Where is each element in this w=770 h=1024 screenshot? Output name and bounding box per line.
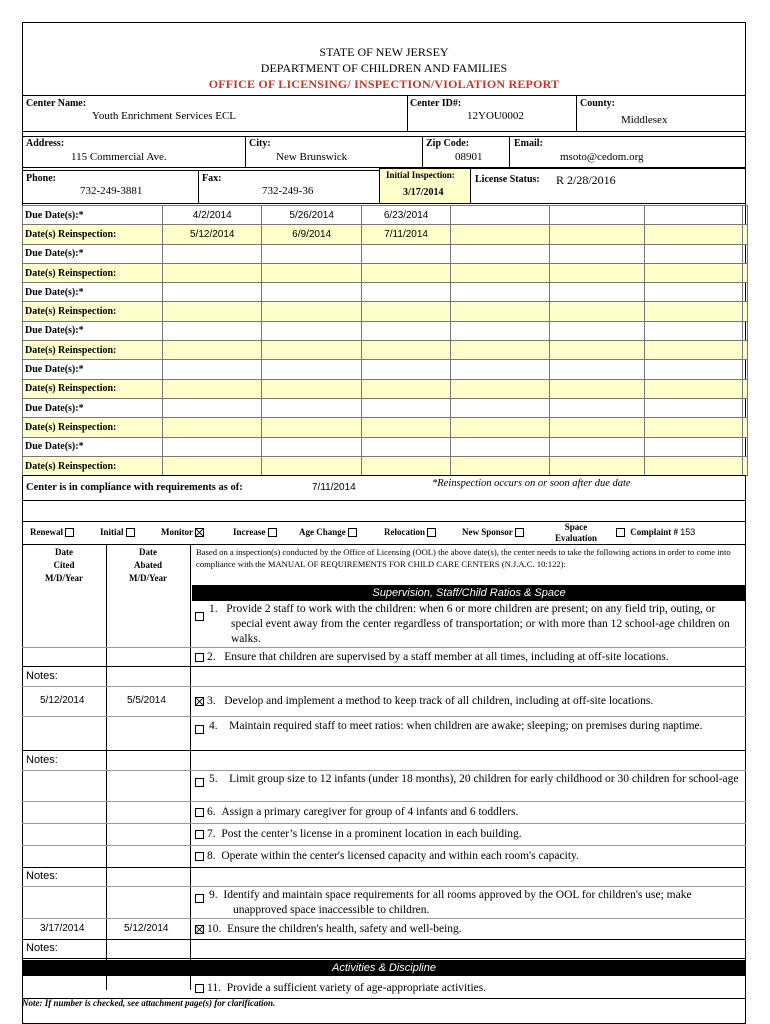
date-cell[interactable] (163, 283, 262, 302)
header-department: DEPARTMENT OF CHILDREN AND FAMILIES (260, 61, 508, 75)
phone-value: 732-249-3881 (80, 185, 143, 197)
reinspection-row (23, 263, 748, 282)
req-10-date-abated: 5/12/2014 (124, 923, 169, 934)
renewal-label: Renewal (30, 527, 63, 537)
row-label: Date(s) Reinspection: (23, 379, 163, 398)
date-cell[interactable] (550, 418, 645, 437)
inspection-type-row (30, 524, 745, 544)
date-cell[interactable] (550, 263, 645, 282)
date-abated-header: Date Abated M/D/Year (129, 547, 167, 583)
date-cell[interactable]: 5/26/2014 (262, 206, 361, 225)
divider (190, 544, 191, 990)
email-label: Email: (514, 138, 543, 149)
date-cell[interactable] (361, 244, 451, 263)
date-cell[interactable] (451, 263, 550, 282)
date-cell[interactable] (550, 283, 645, 302)
age-change-checkbox[interactable] (348, 528, 357, 537)
row-label: Date(s) Reinspection: (23, 225, 163, 244)
license-status-value: R 2/28/2016 (556, 173, 616, 187)
date-cell[interactable] (361, 418, 451, 437)
date-cell[interactable] (163, 341, 262, 360)
date-cell[interactable] (451, 398, 550, 417)
date-cell[interactable] (645, 263, 743, 282)
header-state: STATE OF NEW JERSEY (319, 45, 449, 59)
license-status-label: License Status: (475, 174, 540, 185)
divider (22, 544, 746, 545)
date-cell[interactable] (550, 398, 645, 417)
divider (22, 666, 746, 667)
date-cell[interactable] (743, 302, 748, 321)
divider (22, 801, 746, 802)
relocation-label: Relocation (384, 527, 425, 537)
date-cell[interactable] (645, 418, 743, 437)
date-cell[interactable] (451, 360, 550, 379)
notes-label: Notes: (26, 754, 58, 766)
renewal-checkbox[interactable] (65, 528, 74, 537)
requirement-9: 9. Identify and maintain space requirements for all rooms approved by the OOL for children's use; make unapproved space inaccessible to children. (195, 888, 745, 918)
date-cell[interactable] (743, 244, 748, 263)
requirement-8-checkbox[interactable] (195, 852, 204, 861)
date-cell[interactable] (743, 437, 748, 456)
address-value: 115 Commercial Ave. (71, 151, 167, 163)
date-cell[interactable] (550, 437, 645, 456)
date-cell[interactable] (451, 225, 550, 244)
due-date-row (23, 398, 748, 417)
date-cell[interactable] (451, 283, 550, 302)
reinspection-row (23, 302, 748, 321)
date-cell[interactable] (743, 321, 748, 340)
req-10-date-cited: 3/17/2014 (40, 923, 85, 934)
date-cell[interactable] (550, 341, 645, 360)
increase-checkbox[interactable] (268, 528, 277, 537)
fax-label: Fax: (202, 173, 222, 184)
initial-inspection-label: Initial Inspection: (386, 170, 455, 180)
date-cell[interactable] (645, 456, 743, 475)
initial-inspection-date: 3/17/2014 (403, 187, 444, 198)
date-cell[interactable] (645, 302, 743, 321)
reinspection-row (23, 341, 748, 360)
date-cell[interactable]: 5/12/2014 (163, 225, 262, 244)
date-cell[interactable]: 6/23/2014 (361, 206, 451, 225)
requirement-11: 11. Provide a sufficient variety of age-appropriate activities. (195, 981, 745, 996)
county-value: Middlesex (621, 114, 668, 126)
divider (22, 886, 746, 887)
date-cell[interactable] (361, 437, 451, 456)
initial-checkbox[interactable] (126, 528, 135, 537)
monitor-checkbox[interactable] (195, 528, 204, 537)
date-cell[interactable] (550, 321, 645, 340)
due-dates-table (22, 205, 748, 476)
complaint-checkbox[interactable] (616, 528, 625, 537)
row-label: Due Date(s):* (23, 206, 163, 225)
date-cell[interactable] (451, 379, 550, 398)
new-sponsor-option[interactable] (462, 527, 527, 537)
initial-option[interactable] (100, 527, 138, 537)
due-date-row (23, 437, 748, 456)
section-activities: Activities & Discipline (22, 960, 746, 976)
date-cell[interactable] (262, 341, 361, 360)
divider (22, 958, 746, 959)
date-cell[interactable] (262, 244, 361, 263)
divider (22, 686, 746, 687)
notes-label: Notes: (26, 942, 58, 954)
divider (22, 716, 746, 717)
increase-option[interactable] (233, 527, 280, 537)
due-date-row (23, 321, 748, 340)
renewal-option[interactable] (30, 527, 77, 537)
center-name-label: Center Name: (26, 98, 87, 109)
date-cell[interactable] (743, 225, 748, 244)
age-change-option[interactable] (299, 527, 360, 537)
row-label: Due Date(s):* (23, 244, 163, 263)
date-cell[interactable] (451, 341, 550, 360)
relocation-option[interactable] (384, 527, 439, 537)
date-cell[interactable] (645, 244, 743, 263)
date-cell[interactable] (262, 302, 361, 321)
date-cell[interactable] (361, 341, 451, 360)
reinspection-row (23, 225, 748, 244)
complaint-number: 153 (680, 527, 696, 537)
requirement-7: 7. Post the center’s license in a prominent location in each building. (195, 827, 745, 842)
age-change-label: Age Change (299, 527, 346, 537)
relocation-checkbox[interactable] (427, 528, 436, 537)
reinspection-row (23, 456, 748, 475)
requirement-3-checkbox[interactable] (195, 697, 204, 706)
divider (22, 750, 746, 751)
requirement-9-checkbox[interactable] (195, 894, 204, 903)
date-cell[interactable] (361, 456, 451, 475)
date-cell[interactable] (451, 437, 550, 456)
date-cell[interactable]: 7/11/2014 (361, 225, 451, 244)
row-label: Due Date(s):* (23, 360, 163, 379)
date-cell[interactable] (743, 263, 748, 282)
date-cell[interactable] (645, 360, 743, 379)
reinspection-row (23, 379, 748, 398)
due-date-row (23, 360, 748, 379)
email-value: msoto@cedom.org (560, 151, 644, 163)
due-date-row (23, 244, 748, 263)
divider (106, 544, 107, 990)
row-label: Due Date(s):* (23, 437, 163, 456)
date-cell[interactable] (550, 302, 645, 321)
date-cell[interactable] (550, 244, 645, 263)
date-cell[interactable] (163, 379, 262, 398)
date-cell[interactable] (262, 263, 361, 282)
date-cell[interactable] (451, 321, 550, 340)
fax-value: 732-249-36 (262, 185, 314, 197)
divider (22, 521, 746, 522)
date-cell[interactable] (361, 321, 451, 340)
date-cell[interactable] (262, 283, 361, 302)
date-cell[interactable] (163, 456, 262, 475)
complaint-label: Complaint # (630, 527, 679, 537)
date-cell[interactable] (163, 244, 262, 263)
date-cell[interactable] (645, 206, 743, 225)
requirement-4: 4. Maintain required staff to meet ratios: when children are awake; sleeping; on premises during naptime. (195, 719, 745, 734)
date-cell[interactable] (743, 418, 748, 437)
requirement-2: 2. Ensure that children are supervised by a staff member at all times, including at off-site locations. (195, 650, 745, 665)
divider (22, 647, 746, 648)
date-cell[interactable] (645, 437, 743, 456)
center-name-value: Youth Enrichment Services ECL (92, 110, 237, 122)
address-label: Address: (26, 138, 65, 149)
monitor-label: Monitor (161, 527, 193, 537)
compliance-date: 7/11/2014 (312, 482, 356, 493)
new-sponsor-label: New Sponsor (462, 527, 513, 537)
complaint-option[interactable] (616, 527, 695, 537)
date-cell[interactable] (262, 437, 361, 456)
section-supervision: Supervision, Staff/Child Ratios & Space (192, 585, 746, 601)
date-cell[interactable] (361, 398, 451, 417)
date-cell[interactable] (645, 379, 743, 398)
requirement-1: 1. Provide 2 staff to work with the children: when 6 or more children are present; on any field trip, outing, or special event away from the center regardless of transportation; or with more than 12 school-age children on walks. (195, 602, 745, 647)
requirement-2-checkbox[interactable] (195, 653, 204, 662)
requirement-4-checkbox[interactable] (195, 725, 204, 734)
row-label: Due Date(s):* (23, 283, 163, 302)
date-cell[interactable] (361, 379, 451, 398)
date-cell[interactable] (163, 437, 262, 456)
compliance-label: Center is in compliance with requirements as of: (26, 482, 243, 493)
date-cell[interactable] (451, 206, 550, 225)
date-cell[interactable] (645, 283, 743, 302)
date-cell[interactable] (361, 263, 451, 282)
phone-label: Phone: (26, 173, 56, 184)
date-cell[interactable] (645, 398, 743, 417)
requirement-6-checkbox[interactable] (195, 808, 204, 817)
compliance-intro: Based on a inspection(s) conducted by the Office of Licensing (OOL) the above date(s), the center needs to take the following actions in order to come into compliance with the MANUAL OF REQUIREMENTS FOR CHILD CARE CENTERS (N.J.A.C. 10:122): (196, 547, 731, 569)
increase-label: Increase (233, 527, 266, 537)
date-cell[interactable] (361, 302, 451, 321)
reinspection-row (23, 418, 748, 437)
header-title: OFFICE OF LICENSING/ INSPECTION/VIOLATION REPORT (208, 77, 560, 91)
date-cell[interactable] (163, 321, 262, 340)
center-id-label: Center ID#: (410, 98, 462, 109)
divider (22, 867, 746, 868)
city-value: New Brunswick (276, 151, 348, 163)
date-cell[interactable] (262, 398, 361, 417)
requirement-5-checkbox[interactable] (195, 778, 204, 787)
divider (22, 770, 746, 771)
req-3-date-abated: 5/5/2014 (127, 695, 166, 706)
zip-value: 08901 (455, 151, 483, 163)
date-cell[interactable]: 4/2/2014 (163, 206, 262, 225)
divider (22, 845, 746, 846)
zip-label: Zip Code: (426, 138, 470, 149)
date-cell[interactable] (163, 360, 262, 379)
date-cell[interactable] (163, 302, 262, 321)
requirement-6: 6. Assign a primary caregiver for group of 4 infants and 6 toddlers. (195, 805, 745, 820)
date-cell[interactable] (451, 302, 550, 321)
due-date-row (23, 206, 748, 225)
date-cell[interactable] (262, 418, 361, 437)
date-cell[interactable] (262, 321, 361, 340)
date-cell[interactable] (550, 456, 645, 475)
row-label: Date(s) Reinspection: (23, 263, 163, 282)
monitor-option[interactable] (161, 527, 207, 537)
center-id-value: 12YOU0002 (467, 110, 524, 122)
date-cell[interactable] (451, 456, 550, 475)
date-cell[interactable] (743, 206, 748, 225)
date-cell[interactable] (361, 283, 451, 302)
date-cell[interactable] (262, 379, 361, 398)
date-cell[interactable] (743, 379, 748, 398)
date-cell[interactable]: 6/9/2014 (262, 225, 361, 244)
req-3-date-cited: 5/12/2014 (40, 695, 85, 706)
requirement-11-checkbox[interactable] (195, 984, 204, 993)
city-label: City: (249, 138, 271, 149)
row-label: Due Date(s):* (23, 398, 163, 417)
row-label: Date(s) Reinspection: (23, 341, 163, 360)
space-evaluation-label: Space Evaluation (555, 522, 598, 543)
date-cell[interactable] (743, 341, 748, 360)
date-cell[interactable] (645, 321, 743, 340)
date-cell[interactable] (743, 456, 748, 475)
date-cell[interactable] (645, 341, 743, 360)
initial-label: Initial (100, 527, 124, 537)
row-label: Due Date(s):* (23, 321, 163, 340)
date-cited-header: Date Cited M/D/Year (45, 547, 83, 583)
divider (22, 918, 746, 919)
date-cell[interactable] (451, 244, 550, 263)
requirement-10-checkbox[interactable] (195, 925, 204, 934)
requirement-5: 5. Limit group size to 12 infants (under 18 months), 20 children for early childhood or 30 children for school-age (195, 772, 745, 787)
date-cell[interactable] (262, 360, 361, 379)
date-cell[interactable] (550, 225, 645, 244)
row-label: Date(s) Reinspection: (23, 456, 163, 475)
requirement-3: 3. Develop and implement a method to keep track of all children, including at off-site locations. (195, 694, 745, 709)
date-cell[interactable] (743, 283, 748, 302)
date-cell[interactable] (550, 379, 645, 398)
date-cell[interactable] (550, 206, 645, 225)
new-sponsor-checkbox[interactable] (515, 528, 524, 537)
requirement-7-checkbox[interactable] (195, 830, 204, 839)
date-cell[interactable] (743, 398, 748, 417)
date-cell[interactable] (262, 456, 361, 475)
date-cell[interactable] (550, 360, 645, 379)
requirement-8: 8. Operate within the center's licensed capacity and within each room's capacity. (195, 849, 745, 864)
row-label: Date(s) Reinspection: (23, 302, 163, 321)
notes-label: Notes: (26, 670, 58, 682)
divider (22, 939, 746, 940)
date-cell[interactable] (361, 360, 451, 379)
footer-note: Note: If number is checked, see attachment page(s) for clarification. (22, 998, 276, 1008)
date-cell[interactable] (163, 398, 262, 417)
reinspection-note: *Reinspection occurs on or soon after due date (432, 478, 631, 489)
divider (22, 823, 746, 824)
county-label: County: (580, 98, 616, 109)
requirement-1-checkbox[interactable] (195, 612, 204, 621)
due-date-row (23, 283, 748, 302)
date-cell[interactable] (451, 418, 550, 437)
date-cell[interactable] (163, 418, 262, 437)
date-cell[interactable] (743, 360, 748, 379)
row-label: Date(s) Reinspection: (23, 418, 163, 437)
date-cell[interactable] (163, 263, 262, 282)
date-cell[interactable] (645, 225, 743, 244)
requirement-10: 10. Ensure the children's health, safety and well-being. (195, 922, 745, 937)
notes-label: Notes: (26, 870, 58, 882)
